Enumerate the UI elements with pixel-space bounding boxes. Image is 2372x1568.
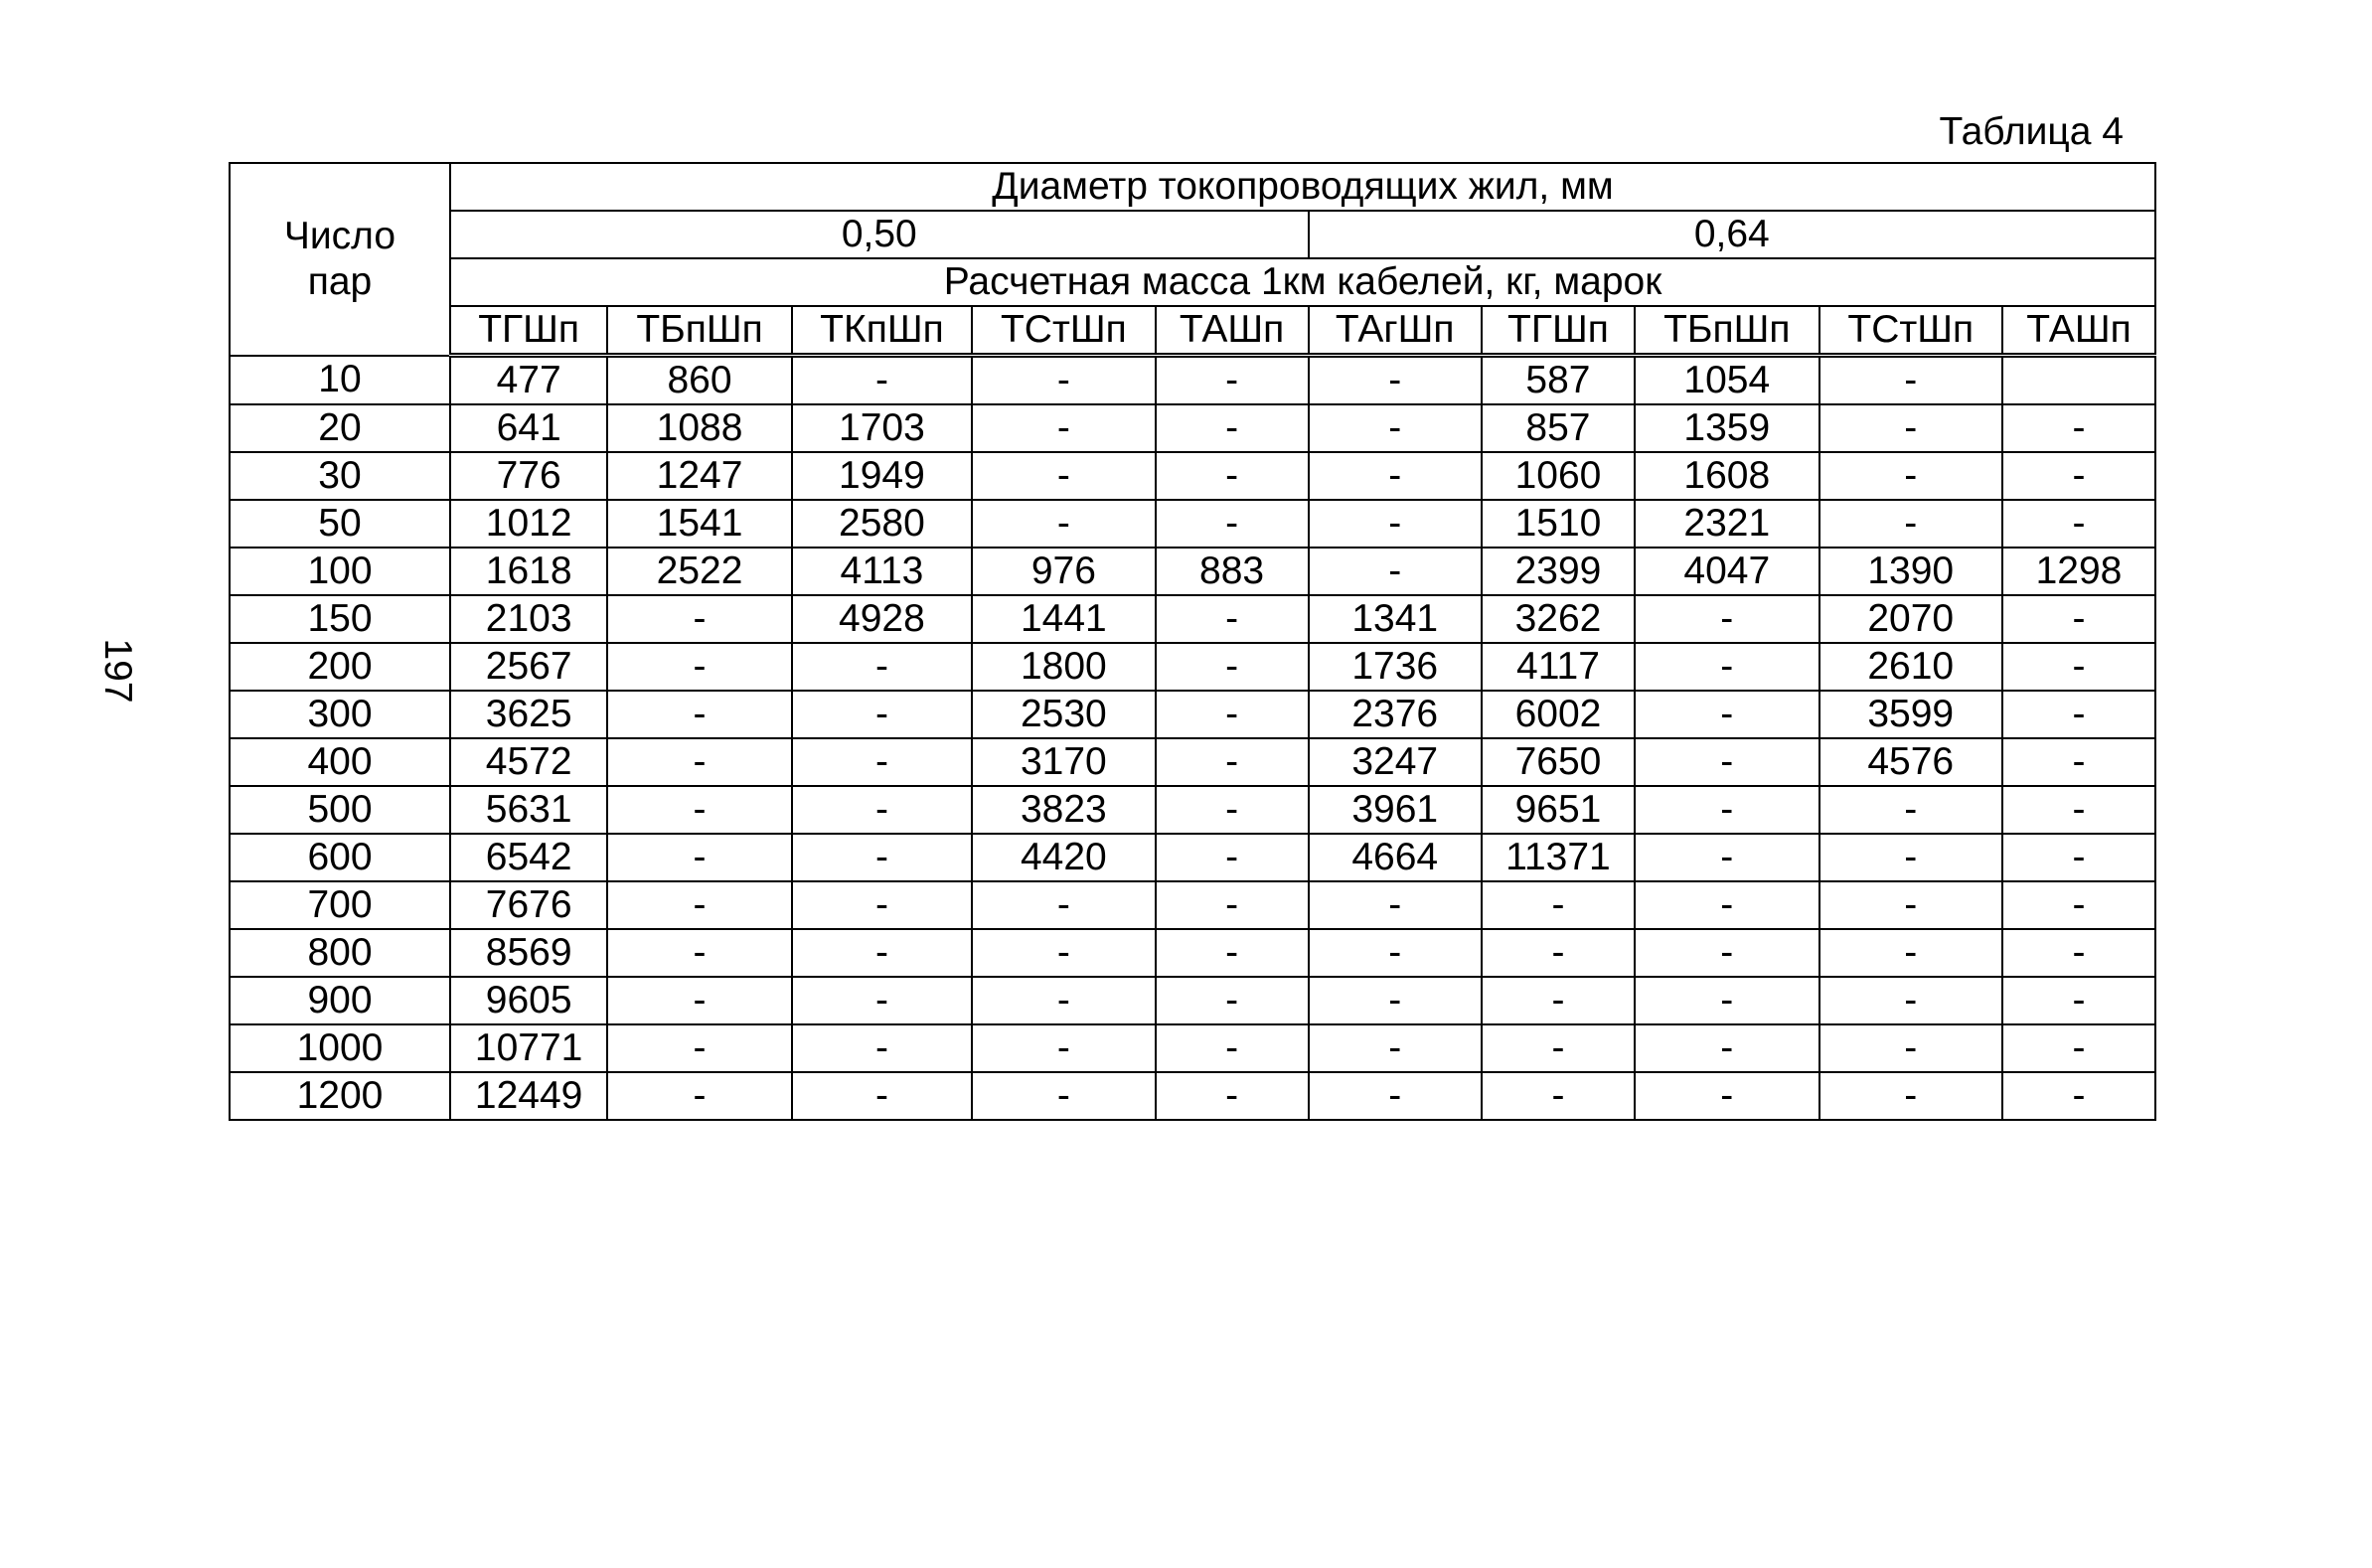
mass-cell: - [1635, 738, 1819, 786]
mass-cell: 8569 [450, 929, 607, 977]
mass-cell: - [2002, 1024, 2155, 1072]
mass-cell: - [1819, 834, 2002, 881]
pairs-header-line-1: Число [283, 214, 396, 257]
mass-cell: 3625 [450, 691, 607, 738]
mass-cell: - [607, 1024, 791, 1072]
mass-cell: - [972, 977, 1155, 1024]
mass-cell: - [1309, 1024, 1482, 1072]
table-row [230, 356, 2155, 405]
table-row [230, 977, 2155, 1024]
mass-cell: 1247 [607, 452, 791, 500]
mass-cell: - [972, 452, 1155, 500]
mass-cell: - [792, 1072, 972, 1120]
column-header: ТСтШп [972, 306, 1155, 356]
mass-cell: - [1635, 881, 1819, 929]
pairs-count-cell: 500 [230, 786, 450, 834]
column-header: ТСтШп [1819, 306, 2002, 356]
pairs-count-cell: 200 [230, 643, 450, 691]
mass-cell: 4572 [450, 738, 607, 786]
mass-cell: 9605 [450, 977, 607, 1024]
mass-cell: - [2002, 881, 2155, 929]
mass-cell: - [1156, 500, 1309, 548]
mass-cell: - [1482, 929, 1635, 977]
mass-cell: 4113 [792, 548, 972, 595]
mass-cell: - [792, 881, 972, 929]
column-header: ТБпШп [607, 306, 791, 356]
mass-cell: - [1156, 595, 1309, 643]
column-header: ТБпШп [1635, 306, 1819, 356]
mass-cell: 3262 [1482, 595, 1635, 643]
mass-cell: - [2002, 834, 2155, 881]
mass-cell: 641 [450, 404, 607, 452]
mass-cell: 6542 [450, 834, 607, 881]
mass-cell: - [2002, 738, 2155, 786]
mass-cell: 6002 [1482, 691, 1635, 738]
mass-cell: - [607, 786, 791, 834]
mass-cell: - [607, 929, 791, 977]
mass-cell: - [607, 738, 791, 786]
mass-cell: - [792, 738, 972, 786]
mass-cell: - [1156, 977, 1309, 1024]
mass-cell: - [1156, 643, 1309, 691]
mass-cell: 860 [607, 356, 791, 405]
mass-cell: - [1819, 1024, 2002, 1072]
mass-cell: - [2002, 691, 2155, 738]
pairs-count-cell: 20 [230, 404, 450, 452]
mass-cell: - [1309, 452, 1482, 500]
table-row [230, 548, 2155, 595]
mass-cell: 4576 [1819, 738, 2002, 786]
mass-cell: - [2002, 977, 2155, 1024]
mass-cell: 1510 [1482, 500, 1635, 548]
mass-cell: 5631 [450, 786, 607, 834]
mass-cell: - [1156, 452, 1309, 500]
mass-cell: - [1156, 1072, 1309, 1120]
mass-cell: - [1156, 356, 1309, 405]
mass-cell: - [1635, 1024, 1819, 1072]
mass-cell: 1736 [1309, 643, 1482, 691]
mass-cell: - [1309, 977, 1482, 1024]
pairs-header-line-2: пар [307, 259, 373, 303]
mass-cell: - [2002, 786, 2155, 834]
mass-cell: 3961 [1309, 786, 1482, 834]
mass-cell: - [1635, 834, 1819, 881]
mass-cell: 2530 [972, 691, 1155, 738]
mass-cell: - [1819, 786, 2002, 834]
mass-cell: - [1819, 929, 2002, 977]
mass-cell: - [607, 834, 791, 881]
mass-cell: - [972, 404, 1155, 452]
mass-cell: 477 [450, 356, 607, 405]
mass-cell: - [1309, 929, 1482, 977]
mass-cell: 2070 [1819, 595, 2002, 643]
mass-cell: 1441 [972, 595, 1155, 643]
mass-cell: 1054 [1635, 356, 1819, 405]
mass-cell: 1800 [972, 643, 1155, 691]
table-row [230, 595, 2155, 643]
mass-header: Расчетная масса 1км кабелей, кг, марок [450, 258, 2155, 306]
mass-cell: 2376 [1309, 691, 1482, 738]
mass-cell: 1060 [1482, 452, 1635, 500]
pairs-count-cell: 100 [230, 548, 450, 595]
mass-cell: 3823 [972, 786, 1155, 834]
mass-cell: - [1309, 404, 1482, 452]
column-header: ТГШп [450, 306, 607, 356]
mass-cell: - [1819, 1072, 2002, 1120]
mass-cell: 7650 [1482, 738, 1635, 786]
mass-cell: - [792, 643, 972, 691]
pairs-count-cell: 600 [230, 834, 450, 881]
mass-cell: - [972, 500, 1155, 548]
column-header: ТАШп [1156, 306, 1309, 356]
diameter-header: Диаметр токопроводящих жил, мм [450, 163, 2155, 211]
mass-cell: 1359 [1635, 404, 1819, 452]
mass-cell: 10771 [450, 1024, 607, 1072]
mass-cell: - [1309, 881, 1482, 929]
mass-cell: - [1635, 786, 1819, 834]
mass-cell: 4664 [1309, 834, 1482, 881]
mass-cell [2002, 356, 2155, 405]
table-row [230, 643, 2155, 691]
mass-cell: - [1635, 595, 1819, 643]
mass-cell: - [792, 356, 972, 405]
table-row [230, 691, 2155, 738]
mass-cell: - [2002, 929, 2155, 977]
mass-cell: - [607, 881, 791, 929]
mass-cell: - [1635, 929, 1819, 977]
mass-cell: - [972, 929, 1155, 977]
table-row [230, 1024, 2155, 1072]
diameter-050-header: 0,50 [450, 211, 1309, 258]
mass-cell: - [972, 356, 1155, 405]
table-row [230, 834, 2155, 881]
mass-cell: 4420 [972, 834, 1155, 881]
mass-cell: 2610 [1819, 643, 2002, 691]
mass-cell: - [1819, 356, 2002, 405]
mass-cell: 587 [1482, 356, 1635, 405]
mass-cell: - [972, 881, 1155, 929]
mass-cell: - [1819, 500, 2002, 548]
mass-cell: - [1156, 738, 1309, 786]
mass-cell: - [1635, 691, 1819, 738]
pairs-count-cell: 10 [230, 356, 450, 405]
pairs-count-cell: 300 [230, 691, 450, 738]
column-header: ТКпШп [792, 306, 972, 356]
mass-cell: - [1482, 977, 1635, 1024]
diameter-064-header: 0,64 [1309, 211, 2155, 258]
table-row [230, 1072, 2155, 1120]
mass-cell: - [1156, 786, 1309, 834]
mass-cell: 1088 [607, 404, 791, 452]
mass-cell: 4047 [1635, 548, 1819, 595]
mass-cell: - [1156, 691, 1309, 738]
mass-cell: 883 [1156, 548, 1309, 595]
mass-cell: - [1156, 404, 1309, 452]
mass-cell: 976 [972, 548, 1155, 595]
mass-cell: - [607, 1072, 791, 1120]
pairs-count-cell: 400 [230, 738, 450, 786]
table-row [230, 452, 2155, 500]
mass-cell: - [1635, 1072, 1819, 1120]
mass-cell: 12449 [450, 1072, 607, 1120]
mass-cell: 3599 [1819, 691, 2002, 738]
pairs-count-cell: 1200 [230, 1072, 450, 1120]
mass-cell: - [1156, 1024, 1309, 1072]
column-header: ТАШп [2002, 306, 2155, 356]
mass-cell: - [607, 691, 791, 738]
mass-cell: 1341 [1309, 595, 1482, 643]
mass-cell: - [2002, 643, 2155, 691]
mass-cell: - [792, 691, 972, 738]
table-row [230, 500, 2155, 548]
table-row [230, 929, 2155, 977]
mass-cell: 1298 [2002, 548, 2155, 595]
mass-cell: - [1309, 1072, 1482, 1120]
mass-cell: - [1309, 500, 1482, 548]
pairs-count-cell: 700 [230, 881, 450, 929]
mass-cell: - [2002, 595, 2155, 643]
mass-cell: - [607, 643, 791, 691]
mass-cell: - [1156, 834, 1309, 881]
mass-cell: 2522 [607, 548, 791, 595]
mass-cell: - [972, 1072, 1155, 1120]
mass-cell: - [2002, 452, 2155, 500]
column-header: ТГШп [1482, 306, 1635, 356]
pairs-count-cell: 150 [230, 595, 450, 643]
mass-cell: - [2002, 500, 2155, 548]
mass-cell: - [1482, 881, 1635, 929]
pairs-count-header [230, 163, 450, 356]
table-caption: Таблица 4 [1939, 110, 2124, 153]
mass-cell: - [1156, 881, 1309, 929]
mass-cell: 3170 [972, 738, 1155, 786]
pairs-count-cell: 800 [230, 929, 450, 977]
mass-cell: - [792, 834, 972, 881]
pairs-count-cell: 1000 [230, 1024, 450, 1072]
mass-cell: 4117 [1482, 643, 1635, 691]
mass-cell: - [792, 977, 972, 1024]
mass-cell: 1608 [1635, 452, 1819, 500]
table-row [230, 738, 2155, 786]
mass-cell: 1618 [450, 548, 607, 595]
mass-cell: - [1309, 548, 1482, 595]
mass-cell: 857 [1482, 404, 1635, 452]
mass-cell: 2321 [1635, 500, 1819, 548]
mass-cell: - [1309, 356, 1482, 405]
pairs-count-cell: 900 [230, 977, 450, 1024]
mass-cell: - [972, 1024, 1155, 1072]
mass-cell: - [792, 929, 972, 977]
mass-cell: 4928 [792, 595, 972, 643]
mass-cell: 1703 [792, 404, 972, 452]
mass-cell: - [1635, 643, 1819, 691]
mass-cell: - [1819, 404, 2002, 452]
mass-cell: 9651 [1482, 786, 1635, 834]
table-row [230, 786, 2155, 834]
mass-cell: 1949 [792, 452, 972, 500]
mass-cell: 2399 [1482, 548, 1635, 595]
mass-cell: 2567 [450, 643, 607, 691]
mass-cell: 2103 [450, 595, 607, 643]
column-header: ТАгШп [1309, 306, 1482, 356]
pairs-count-cell: 30 [230, 452, 450, 500]
table-row [230, 404, 2155, 452]
mass-cell: 2580 [792, 500, 972, 548]
mass-cell: 3247 [1309, 738, 1482, 786]
cable-mass-table [229, 162, 2156, 1121]
mass-cell: - [607, 595, 791, 643]
mass-cell: 1390 [1819, 548, 2002, 595]
mass-cell: - [1156, 929, 1309, 977]
mass-cell: - [2002, 1072, 2155, 1120]
mass-cell: 7676 [450, 881, 607, 929]
mass-cell: 1012 [450, 500, 607, 548]
mass-cell: 776 [450, 452, 607, 500]
mass-cell: - [1819, 452, 2002, 500]
mass-cell: - [1482, 1072, 1635, 1120]
table-row [230, 881, 2155, 929]
mass-cell: - [1819, 881, 2002, 929]
mass-cell: - [792, 786, 972, 834]
mass-cell: - [792, 1024, 972, 1072]
mass-cell: - [1482, 1024, 1635, 1072]
mass-cell: 1541 [607, 500, 791, 548]
page-number: 197 [96, 638, 139, 704]
mass-cell: - [1819, 977, 2002, 1024]
mass-cell: - [607, 977, 791, 1024]
pairs-count-cell: 50 [230, 500, 450, 548]
mass-cell: - [2002, 404, 2155, 452]
mass-cell: 11371 [1482, 834, 1635, 881]
mass-cell: - [1635, 977, 1819, 1024]
